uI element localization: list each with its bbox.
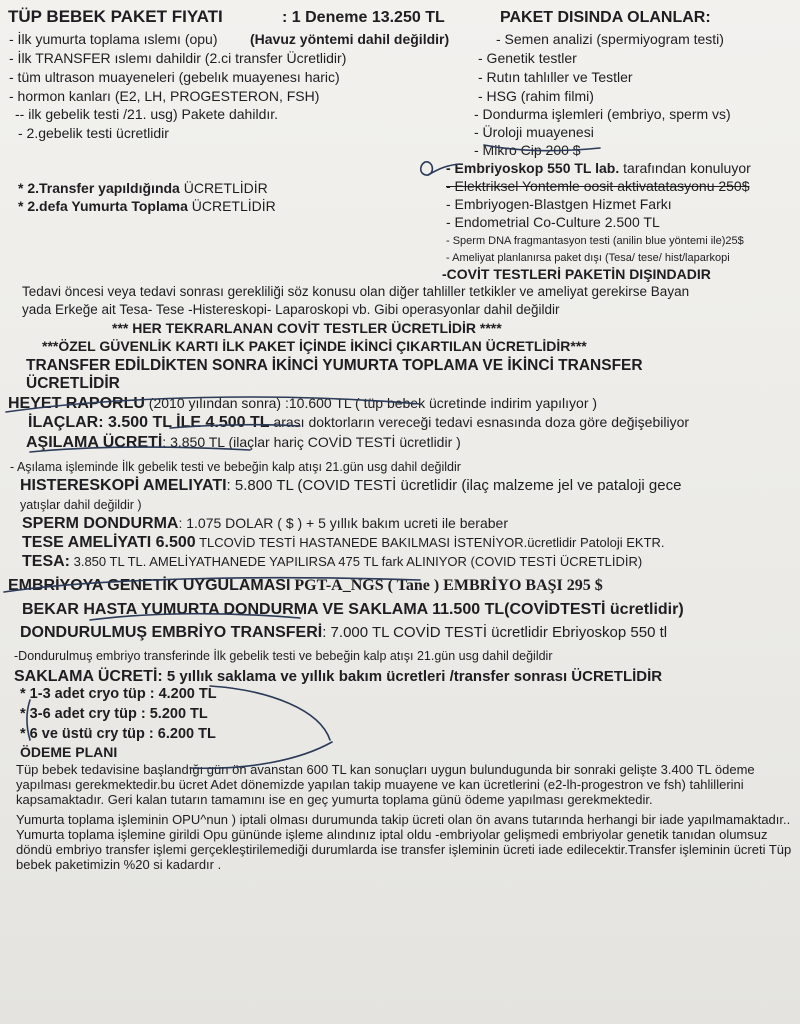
- included-item-1: - İlk yumurta toplama ıslemı (opu): [9, 31, 218, 47]
- security-card-notice: ***ÖZEL GÜVENLİK KARTI İLK PAKET İÇİNDE İKİNCİ ÇIKARTILAN ÜCRETLİDİR***: [42, 338, 587, 354]
- storage-row-3: * 6 ve üstü cry tüp : 6.200 TL: [20, 726, 216, 742]
- included-item-6: - 2.gebelik testi ücretlidir: [18, 125, 169, 141]
- covit-repeat-notice: *** HER TEKRARLANAN COVİT TESTLER ÜCRETLİDİR ****: [112, 320, 502, 336]
- included-item-2: - İlk TRANSFER ıslemı dahildir (2.ci transfer Ücretlidir): [9, 50, 347, 66]
- outside-item-dondurma: - Dondurma işlemleri (embriyo, sperm vs): [474, 106, 731, 122]
- document-title: TÜP BEBEK PAKET FIYATI: [8, 7, 223, 26]
- outside-item-hsg: - HSG (rahim filmi): [478, 88, 594, 104]
- outside-item-covit: -COVİT TESTLERİ PAKETİN DIŞINDADIR: [442, 266, 711, 282]
- included-item-4: - hormon kanları (E2, LH, PROGESTERON, FSH): [9, 88, 320, 104]
- payment-plan-title: ÖDEME PLANI: [20, 744, 118, 760]
- outside-item-genetik: - Genetik testler: [478, 50, 577, 66]
- outside-item-ameliyat: - Ameliyat planlanırsa paket dışı (Tesa/ tese/ hist/laparkopi: [446, 252, 730, 264]
- second-transfer-notice-line-2: ÜCRETLİDİR: [26, 375, 120, 392]
- outside-item-blastgen: - Embriyogen-Blastgen Hizmet Farkı: [446, 196, 672, 212]
- extra-note-2: * 2.defa Yumurta Toplama ÜCRETLİDİR: [18, 198, 276, 214]
- outside-item-dna: - Sperm DNA fragmantasyon testi (anilin blue yöntemi ile)25$: [446, 235, 744, 247]
- fee-tesa: TESA: 3.850 TL TL. AMELİYATHANEDE YAPILIRSA 475 TL fark ALINIYOR (COVID TESTİ ÜCRETLİDİR): [22, 553, 643, 570]
- second-transfer-notice-line-1: TRANSFER EDİLDİKTEN SONRA İKİNCİ YUMURTA TOPLAMA VE İKİNCİ TRANSFER: [26, 357, 643, 374]
- fee-dondurulmus-transfer: DONDURULMUŞ EMBRİYO TRANSFERİ: 7.000 TL COVİD TESTİ ücretlidir Ebriyoskop 550 tl: [20, 624, 668, 641]
- saklama-arc-mark: [210, 686, 330, 740]
- outside-item-coculture: - Endometrial Co-Culture 2.500 TL: [446, 214, 660, 230]
- general-tedavi-line-2: yada Erkeğe ait Tesa- Tese -Histereskopi- Laparoskopi vb. Gibi operasyonlar dahil değildir: [22, 302, 560, 317]
- fee-heyet-raporlu: HEYET RAPORLU (2010 yılından sonra) :10.600 TL ( tüp bebek ücretinde indirim yapılıyor ): [8, 395, 598, 412]
- fee-dondurulmus-note: -Dondurulmuş embriyo transferinde İlk gebelik testi ve bebeğin kalp atışı 21.gün usg dahil değildir: [14, 649, 553, 663]
- included-item-1-note: (Havuz yöntemi dahil değildir): [250, 31, 450, 47]
- payment-paragraph-1: Tüp bebek tedavisine başlandığı gün ön avanstan 600 TL kan sonuçları uygun bulundugunda bir sonraki gelişte 3.400 TL ödeme yapılması gerekmektedir.bu ücret Adet dönemizde yapılan takip muayene ve kan ücretlerini (e2-lh-progestron ve fsh) tahlillerini kapsamaktadır. Geri kalan tutarın tamamını ise en geç yumurta toplama günü ödeme yapılması gerekmektedir.: [16, 762, 755, 808]
- outside-item-mikro-cip: - Mikro Cip 200 $: [474, 142, 581, 158]
- fee-saklama: SAKLAMA ÜCRETİ: 5 yıllık saklama ve yıllık bakım ücretleri /transfer sonrası ÜCRETLİDİR: [14, 668, 663, 685]
- outside-item-elektriksel: - Elektriksel Yontemle oosit aktivatatasyonu 250$: [446, 178, 750, 194]
- outside-item-rutin: - Rutın tahlıller ve Testler: [478, 69, 633, 85]
- outside-item-uroloji: - Üroloji muayenesi: [474, 124, 594, 140]
- fee-tese: TESE AMELİYATI 6.500 TLCOVİD TESTİ HASTANEDE BAKILMASI İSTENİYOR.ücretlidir Patoloji EKTR.: [22, 534, 665, 551]
- storage-row-2: * 3-6 adet cry tüp : 5.200 TL: [20, 706, 208, 722]
- fee-ilaclar: İLAÇLAR: 3.500 TL İLE 4.500 TL arası doktorların vereceği tedavi esnasında doza göre değişebiliyor: [28, 414, 690, 431]
- embriyoskop-circle-mark: [421, 162, 433, 175]
- fee-histereskopi-note: yatışlar dahil değildir ): [20, 498, 142, 512]
- included-item-3: - tüm ultrason muayeneleri (gebelık muayenesı haric): [9, 69, 340, 85]
- fee-asilama-note: - Aşılama işleminde İlk gebelik testi ve bebeğin kalp atışı 21.gün usg dahil değildir: [10, 460, 461, 474]
- storage-row-1: * 1-3 adet cryo tüp : 4.200 TL: [20, 686, 217, 702]
- outside-package-title: PAKET DISINDA OLANLAR:: [500, 9, 711, 26]
- payment-paragraph-2: Yumurta toplama işleminin OPU^nun ) iptali olması durumunda takip ücreti olan ön avans tutarında herhangi bir iade yapılmamaktadır.. Yumurta toplama işlemine girildi Opu gününde işleme alındınız iptal oldu -embriyolar gelişmedi embriyolar genetik tanıdan olumsuz döndü embriyo transfer işlemi gerçekleştirilemediği durumlarda ise transfer işleminin ücreti iade edilecektir.Transfer işleminin ücreti Tüp bebek paketimizin %20 si kadardır .: [16, 811, 792, 873]
- fee-pgt: EMBRİYOYA GENETİK UYGULAMASI PGT-A_NGS ( Tane ) EMBRİYO BAŞI 295 $: [8, 577, 603, 594]
- fee-histereskopi: HISTERESKOPİ AMELIYATI: 5.800 TL (COVID TESTİ ücretlidir (ilaç malzeme jel ve pataloji gece: [20, 477, 682, 494]
- extra-note-1: * 2.Transfer yapıldığında ÜCRETLİDİR: [18, 180, 268, 196]
- general-tedavi-line-1: Tedavi öncesi veya tedavi sonrası gerekliliği söz konusu olan diğer tahliller tetkikler ve ameliyat gerekirse Bayan: [22, 284, 690, 299]
- fee-sperm-dondurma: SPERM DONDURMA: 1.075 DOLAR ( $ ) + 5 yıllık bakım ucreti ile beraber: [22, 515, 508, 532]
- payment-plan-body: [16, 762, 798, 872]
- outside-item-embriyoskop: - Embriyoskop 550 TL lab. tarafından konuluyor: [446, 160, 751, 176]
- fee-bekar-hasta: BEKAR HASTA YUMURTA DONDURMA VE SAKLAMA 11.500 TL(COVİDTESTİ ücretlidir): [22, 601, 684, 618]
- outside-item-semen: - Semen analizi (spermiyogram testi): [496, 31, 724, 47]
- fee-asilama: AŞILAMA ÜCRETİ: 3.850 TL (ilaçlar hariç COVİD TESTİ ücretlidir ): [26, 434, 461, 451]
- included-item-5: -- ilk gebelik testi /21. usg) Pakete dahildır.: [15, 106, 279, 122]
- package-price: : 1 Deneme 13.250 TL: [282, 9, 445, 26]
